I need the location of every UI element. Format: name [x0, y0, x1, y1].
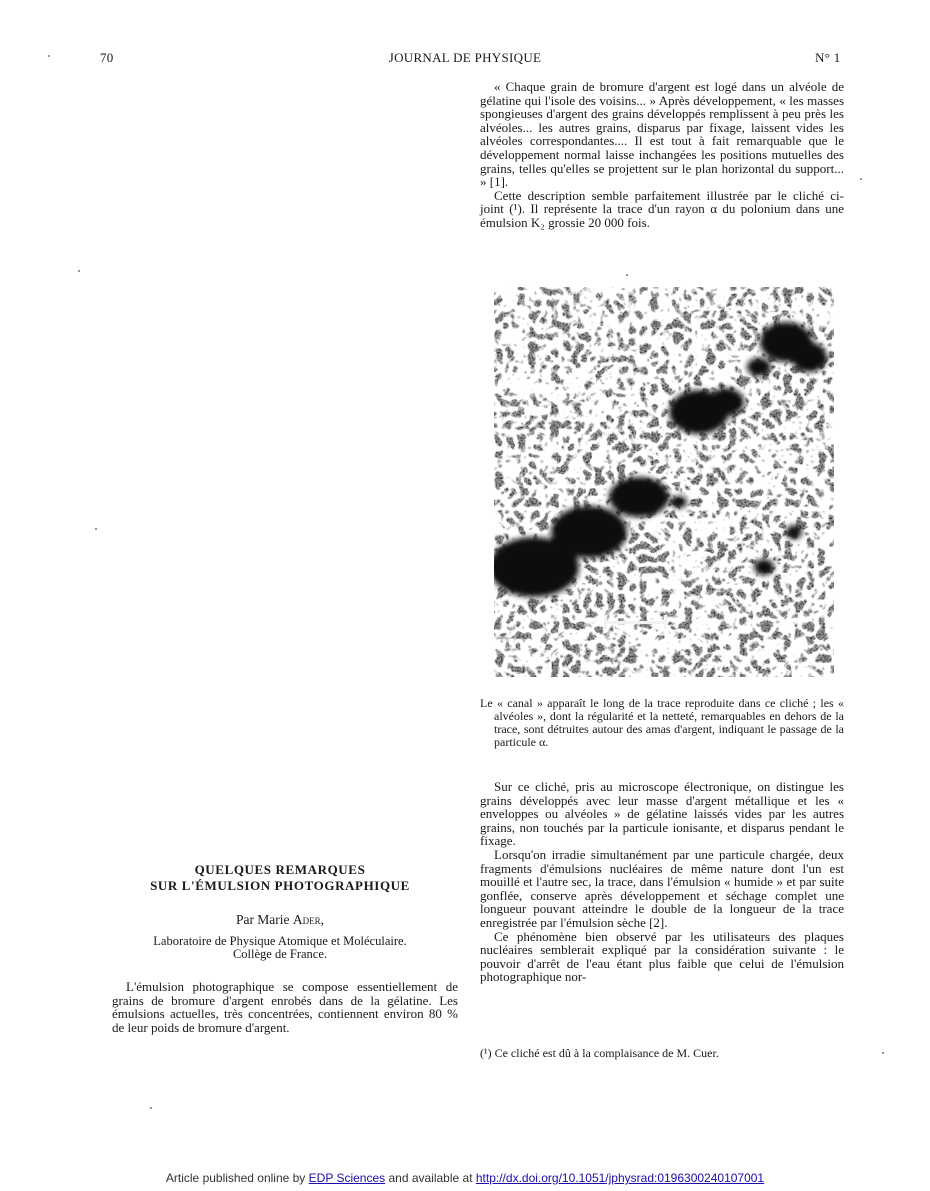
paragraph: Lorsqu'on irradie simultanément par une particule chargée, deux fragments d'émulsions nucléaires de même nature dont l'un est mouillé et l'autre sec, la trace, dans l'émulsion « humide » et par suite gonflée, conserve après développement et séchage complet une longueur pouvant atteindre le double de la longueur de la trace enregistrée par l'émulsion sèche [2].	[480, 846, 844, 930]
affiliation-line: Collège de France.	[232, 947, 328, 961]
scan-speck	[95, 528, 97, 530]
figure-caption	[480, 697, 844, 749]
article-title-line1: QUELQUES REMARQUES	[194, 862, 366, 877]
scan-speck	[150, 1107, 152, 1109]
banner-text: Article published online by	[165, 1171, 309, 1185]
paragraph: L'émulsion photographique se compose essentiellement de grains de bromure d'argent enrobés dans de la gélatine. Les émulsions actuelles, très concentrées, contiennent environ 80 % de leur poids de bromure d'argent.	[112, 979, 458, 1035]
page-number: 70	[100, 50, 114, 65]
footnote: (¹) Ce cliché est dû à la complaisance de M. Cuer.	[480, 1046, 719, 1060]
author-suffix: ,	[320, 912, 325, 927]
paragraph: Cette description semble parfaitement illustrée par le cliché ci-joint (¹). Il représente la trace d'un rayon α du polonium dans une émulsion K₂ grossie 20 000 fois.	[480, 187, 844, 230]
affiliation-line: Laboratoire de Physique Atomique et Moléculaire.	[153, 934, 407, 948]
right-column-bottom	[480, 780, 844, 984]
paragraph: Ce phénomène bien observé par les utilisateurs des plaques nucléaires semblerait expliqué par la considération suivante : le pouvoir d'arrêt de l'eau étant plus faible que celui de l'émulsion photographique nor-	[480, 928, 844, 985]
right-column-top	[480, 80, 844, 230]
publisher-banner	[0, 1171, 930, 1185]
edp-sciences-link[interactable]: EDP Sciences	[308, 1171, 386, 1185]
doi-link[interactable]: http://dx.doi.org/10.1051/jphysrad:0196300240107001	[475, 1171, 765, 1185]
left-column-body	[112, 980, 458, 1034]
paragraph: « Chaque grain de bromure d'argent est logé dans un alvéole de gélatine qui l'isole des voisins... » Après développement, « les masses spongieuses d'argent des grains développés remplissent à peu près les alvéoles... les autres grains, disparus par fixage, laissent vides les alvéoles correspondantes.... Il est tout à fait remarquable que le développement normal laisse inchangées les positions mutuelles des grains, telles qu'elles se projettent sur le plan horizontal du support... » [1].	[480, 79, 844, 190]
article-title-line2: SUR L'ÉMULSION PHOTOGRAPHIQUE	[150, 878, 410, 893]
banner-text: and available at	[385, 1171, 476, 1185]
paragraph: Sur ce cliché, pris au microscope électronique, on distingue les grains développés avec leur masse d'argent métallique et les « enveloppes ou alvéoles » de gélatine laissés vides par les autres grains, non touchés par la particule ionisante, et disparus pendant le fixage.	[480, 779, 844, 849]
scan-speck	[860, 178, 862, 180]
caption-text: Le « canal » apparaît le long de la trace reproduite dans ce cliché ; les « alvéoles », dont la régularité et la netteté, remarquables en dehors de la trace, sont détruites autour des amas d'argent, indiquant le passage de la particule α.	[480, 696, 844, 749]
issue-number: N° 1	[815, 50, 841, 65]
author-name: Ader	[292, 912, 321, 927]
scan-speck	[48, 55, 50, 57]
journal-title: JOURNAL DE PHYSIQUE	[388, 50, 542, 65]
scan-speck	[626, 274, 628, 276]
affiliation	[80, 935, 480, 961]
author-line	[80, 912, 480, 928]
scan-speck	[78, 270, 80, 272]
electron-micrograph	[494, 287, 834, 677]
scan-speck	[882, 1052, 884, 1054]
author-prefix: Par Marie	[235, 912, 293, 927]
